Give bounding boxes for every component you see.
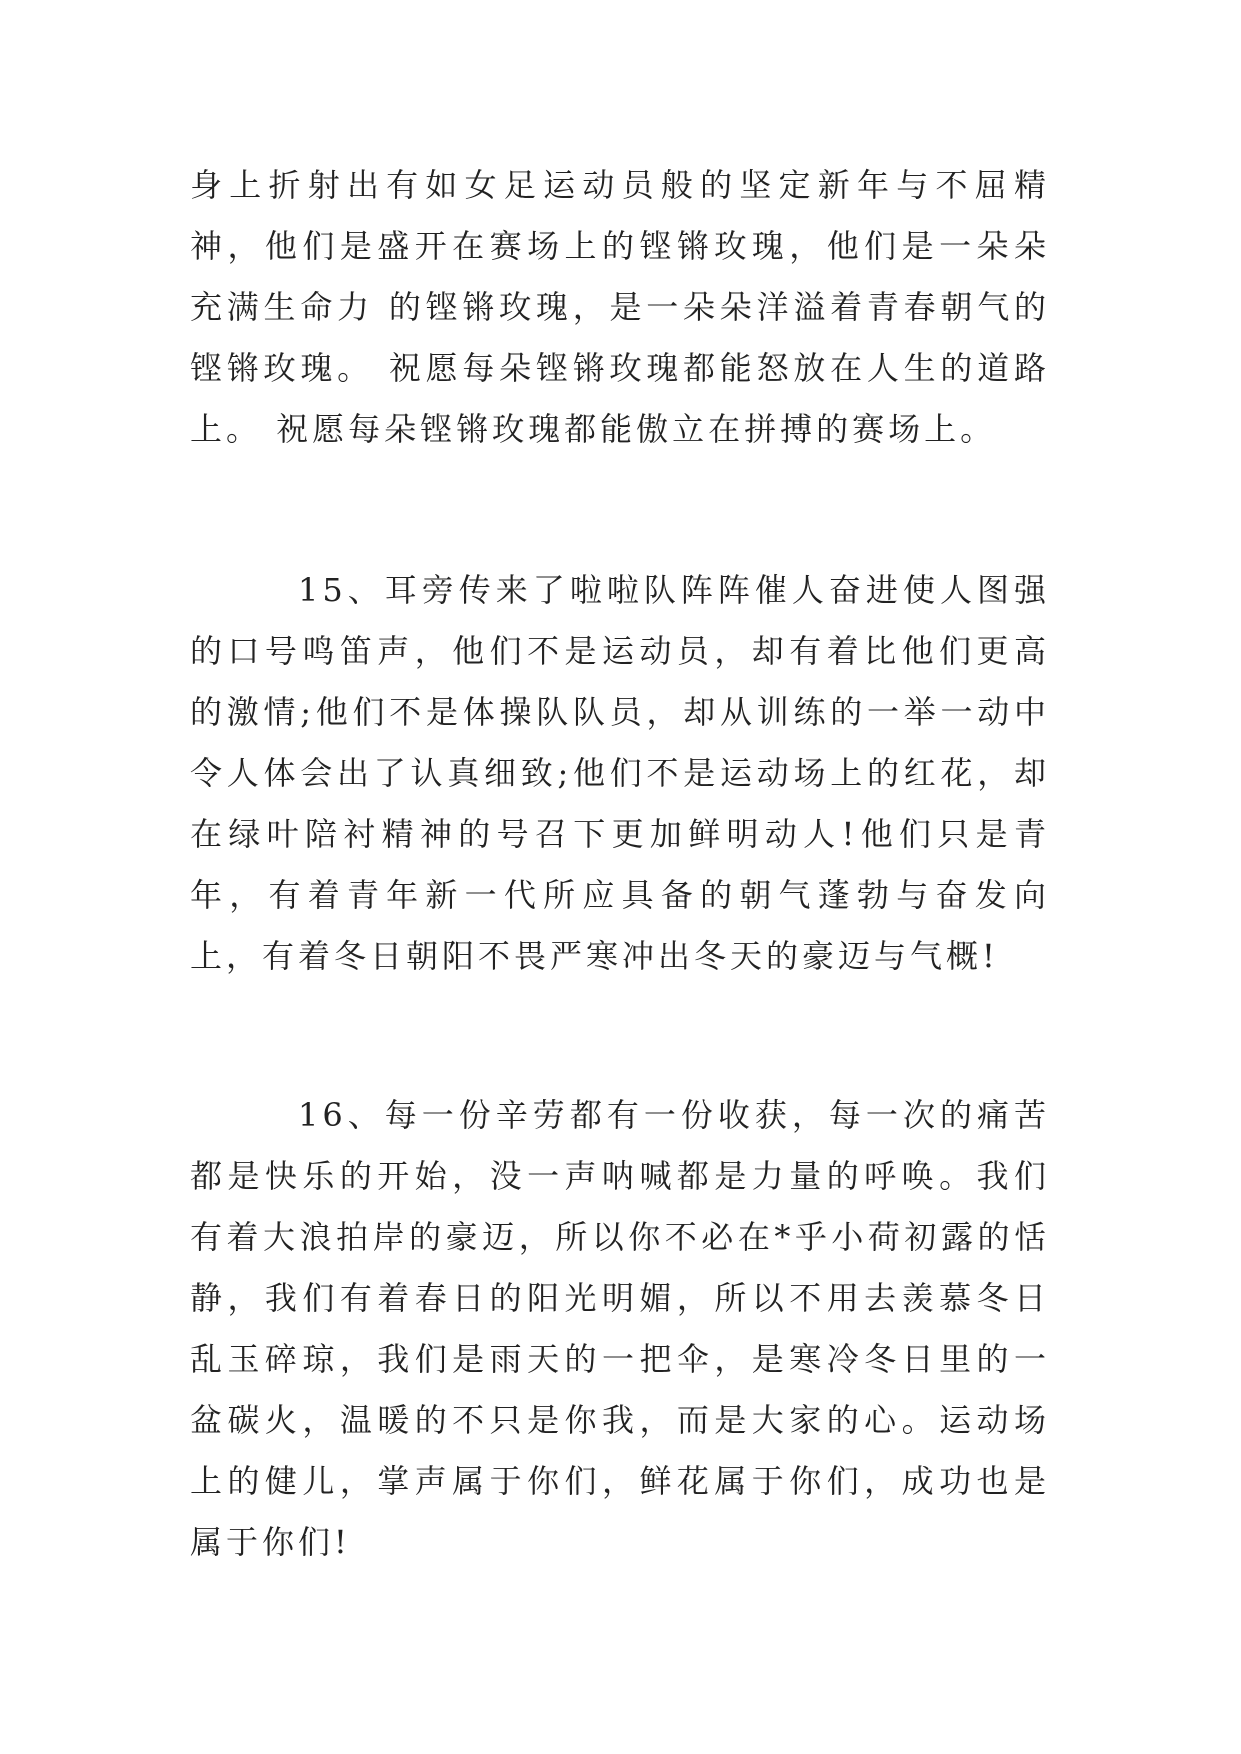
paragraph-16: 16、每一份辛劳都有一份收获，每一次的痛苦都是快乐的开始，没一声呐喊都是力量的呼唤。我们有着大浪拍岸的豪迈，所以你不必在*乎小荷初露的恬静，我们有着春日的阳光明媚，所以不用去羡慕冬日乱玉碎琼，我们是雨天的一把伞，是寒冷冬日里的一盆碳火，温暖的不只是你我，而是大家的心。运动场上的健儿，掌声属于你们，鲜花属于你们，成功也是属于你们! xyxy=(190,1096,1050,1561)
paragraph-continued: 身上折射出有如女足运动员般的坚定新年与不屈精神，他们是盛开在赛场上的铿锵玫瑰，他们是一朵朵充满生命力 的铿锵玫瑰，是一朵朵洋溢着青春朝气的铿锵玫瑰。 祝愿每朵铿锵玫瑰都能怒放在人生的道路上。 祝愿每朵铿锵玫瑰都能傲立在拼搏的赛场上。 xyxy=(190,166,1050,448)
paragraph-15: 15、耳旁传来了啦啦队阵阵催人奋进使人图强的口号鸣笛声，他们不是运动员，却有着比他们更高的激情;他们不是体操队队员，却从训练的一举一动中令人体会出了认真细致;他们不是运动场上的红花，却在绿叶陪衬精神的号召下更加鲜明动人!他们只是青年，有着青年新一代所应具备的朝气蓬勃与奋发向上，有着冬日朝阳不畏严寒冲出冬天的豪迈与气概! xyxy=(190,571,1050,975)
